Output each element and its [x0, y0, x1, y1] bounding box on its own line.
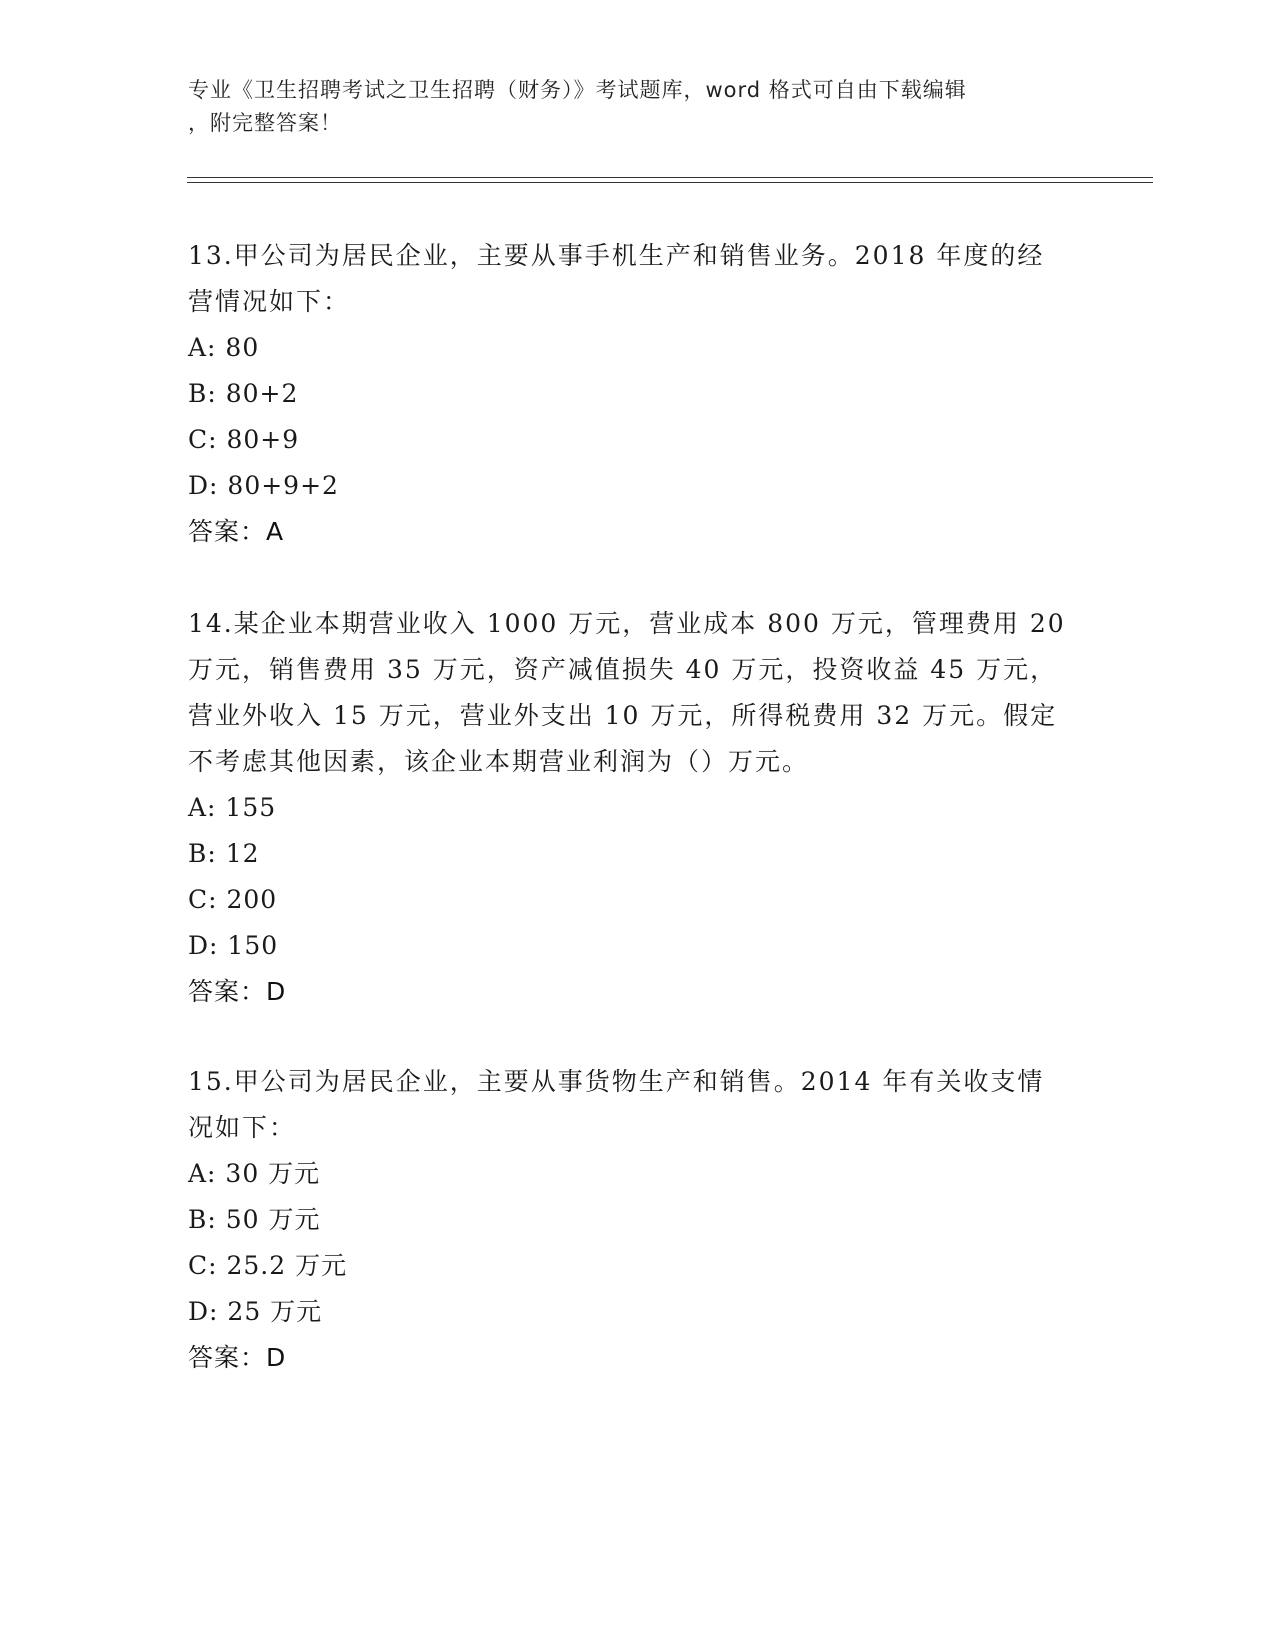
header-line-2: ，附完整答案！ — [188, 111, 342, 135]
question-options — [188, 785, 1088, 969]
question-stem-line: 营业外收入 15 万元，营业外支出 10 万元，所得税费用 32 万元。假定 — [188, 701, 1058, 730]
question-stem-line: 况如下： — [188, 1113, 297, 1142]
option-c: C: 25.2 万元 — [188, 1251, 348, 1280]
header-divider-top — [187, 177, 1153, 178]
answer: 答案：A — [188, 517, 285, 546]
question-stem — [188, 233, 1088, 325]
option-d: D: 150 — [188, 931, 279, 960]
answer: 答案：D — [188, 1343, 287, 1372]
option-b: B: 80+2 — [188, 379, 299, 408]
option-c: C: 200 — [188, 885, 278, 914]
question-13 — [188, 233, 1088, 555]
header-line-1: 专业《卫生招聘考试之卫生招聘（财务）》考试题库，word 格式可自由下载编辑 — [188, 78, 967, 102]
option-a: A: 30 万元 — [188, 1159, 321, 1188]
question-15 — [188, 1059, 1088, 1381]
answer: 答案：D — [188, 977, 287, 1006]
question-options — [188, 1151, 1088, 1335]
question-stem-line: 15.甲公司为居民企业，主要从事货物生产和销售。2014 年有关收支情 — [188, 1067, 1045, 1096]
question-options — [188, 325, 1088, 509]
option-c: C: 80+9 — [188, 425, 300, 454]
question-stem — [188, 601, 1088, 785]
question-stem-line: 13.甲公司为居民企业，主要从事手机生产和销售业务。2018 年度的经 — [188, 241, 1045, 270]
option-d: D: 25 万元 — [188, 1297, 323, 1326]
question-stem — [188, 1059, 1088, 1151]
question-stem-line: 不考虑其他因素，该企业本期营业利润为（）万元。 — [188, 747, 810, 776]
option-a: A: 80 — [188, 333, 260, 362]
question-stem-line: 14.某企业本期营业收入 1000 万元，营业成本 800 万元，管理费用 20 — [188, 609, 1066, 638]
option-b: B: 50 万元 — [188, 1205, 321, 1234]
document-header — [188, 74, 1088, 140]
option-d: D: 80+9+2 — [188, 471, 339, 500]
question-stem-line: 万元，销售费用 35 万元，资产减值损失 40 万元，投资收益 45 万元， — [188, 655, 1058, 684]
header-divider-bottom — [187, 182, 1153, 183]
option-a: A: 155 — [188, 793, 277, 822]
question-14 — [188, 601, 1088, 1015]
question-stem-line: 营情况如下： — [188, 287, 351, 316]
option-b: B: 12 — [188, 839, 260, 868]
